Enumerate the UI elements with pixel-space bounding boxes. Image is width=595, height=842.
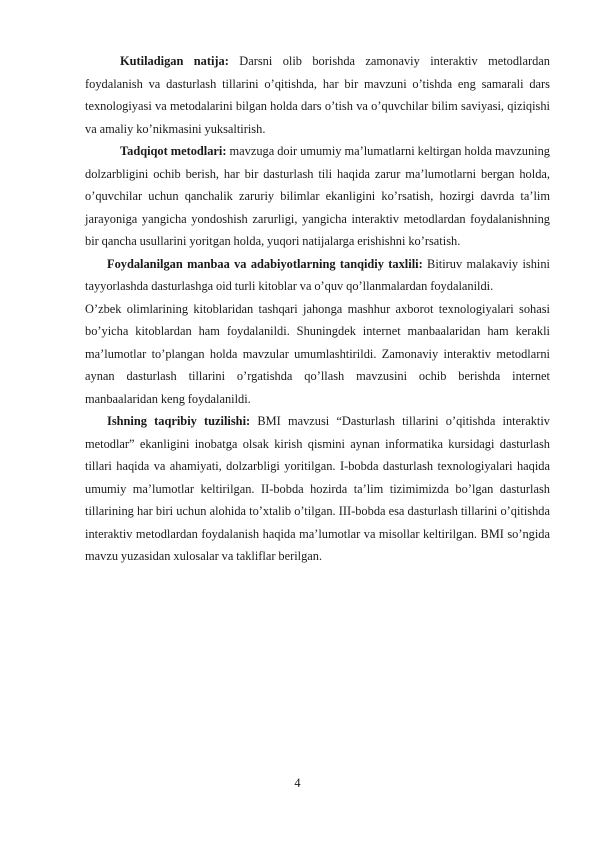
paragraph-sources [85,298,550,411]
paragraph-text: mavzuga doir umumiy ma’lumatlarni keltirgan holda mavzuning dolzarbligini ochib berish, har bir dasturlash tili haqida zarur ma’lumotlarni bergan holda, o’quvchilar uchun qanchalik zaruriy bilimlar ekanligini ko’rsatish, hozirgi davrda ta’lim jarayoniga yangicha yondoshish zarurligi, yangicha interaktiv metodlardan foydalanishning bir qancha usullarini yoritgan holda, yuqori natijalarga erishishni ko’rsatish. [85,144,550,248]
paragraph-lead: Tadqiqot metodlari: [120,144,227,158]
paragraph-text: Darsni olib borishda zamonaviy interaktiv metodlardan foydalanish va dasturlash tillarini o’qitishda, har bir mavzuni o’tishda eng samarali dars texnologiyasi va metodalarini bilgan holda dars o’tish va o’quvchilar bilim saviyasi, qiziqishi va amaliy ko’nikmasini yuksaltirish. [85,54,550,136]
paragraph-lead: Foydalanilgan manbaa va adabiyotlarning tanqidiy taxlili: [107,256,423,271]
paragraph-lead: Ishning taqribiy tuzilishi: [107,414,251,428]
paragraph-lead: Kutiladigan natija: [120,54,229,68]
paragraph-structure [85,410,550,568]
paragraph-research-methods [85,140,550,253]
paragraph-text: O’zbek olimlarining kitoblaridan tashqari jahonga mashhur axborot texnologiyalari sohasi bo’yicha kitoblardan ham foydalanildi. Shuningdek internet manbaalaridan ham kerakli ma’lumotlar to’plangan holda mavzular umumlashtirildi. Zamonaviy interaktiv metodlarni aynan dasturlash tillarini o’rgatishda qo’llash mavzusini ochib berishda internet manbaalaridan keng foydalanildi. [85,301,550,406]
document-body [85,50,550,568]
paragraph-expected-result [85,50,550,140]
paragraph-text: BMI mavzusi “Dasturlash tillarini o’qitishda interaktiv metodlar” ekanligini inobatga olsak kirish qismini aynan informatika kursidagi dasturlash tillari haqida va ahamiyati, dolzarbligi yoritilgan. I-bobda dasturlash texnologiyalari haqida umumiy ma’lumotlar keltirilgan. II-bobda hozirda ta’lim tizimimizda bo’lgan dasturlash tillarining har biri uchun alohida to’xtalib o’tilgan. III-bobda esa dasturlash tillarini o’qitishda interaktiv metodlardan foydalanish haqida ma’lumotlar va misollar keltirilgan. BMI so’ngida mavzu yuzasidan xulosalar va takliflar berilgan. [85,414,551,563]
paragraph-literature-review [85,253,550,298]
paragraph-text: Bitiruv malakaviy ishini tayyorlashda dasturlashga oid turli kitoblar va o’quv qo’llanmalardan foydalanildi. [85,256,550,293]
page-number: 4 [294,776,301,790]
